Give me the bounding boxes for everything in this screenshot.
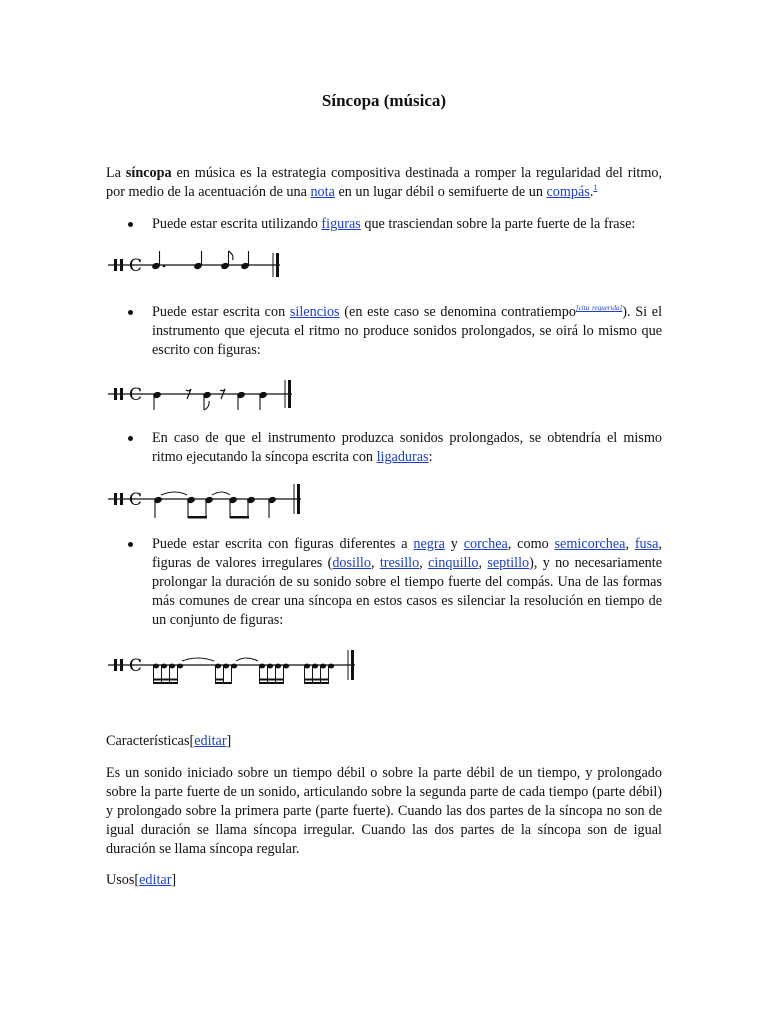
link-nota[interactable]: nota — [310, 184, 335, 200]
bullet4-text-3: , como — [507, 536, 555, 552]
bullet-dot — [128, 542, 133, 547]
list-item-figuras — [106, 215, 662, 234]
bullet4-text-5: , figuras de valores irregulares ( — [152, 536, 663, 571]
time-signature: C — [129, 385, 143, 405]
bullet4-text-7: , — [419, 555, 429, 571]
music-staff-rests — [108, 376, 294, 412]
section-heading-usos — [106, 871, 176, 890]
bullet-dot — [128, 222, 133, 227]
time-signature: C — [129, 490, 143, 510]
time-signature: C — [129, 656, 143, 676]
bullet4-text-1: Puede estar escrita con figuras diferentes a — [152, 536, 414, 552]
intro-text-4: . — [589, 184, 594, 200]
bullet2-text-1: Puede estar escrita con — [152, 304, 290, 320]
page-title: Síncopa (música) — [321, 91, 447, 110]
edit-link-caracteristicas[interactable]: editar — [194, 733, 227, 749]
bullet4-text-9: ), y no necesariamente prolongar la duración de su sonido sobre el tiempo fuerte del compás. Una de las formas más comunes de crear una síncopa en estos casos es silenciar la resolución en tiempo de un conjunto de figuras: — [152, 555, 663, 628]
intro-bold-term: síncopa — [125, 165, 172, 181]
link-fusa[interactable]: fusa — [634, 536, 659, 552]
list-item-figuras-diferentes — [106, 535, 662, 630]
intro-text-2: en música es la estrategia compositiva destinada a romper la regularidad del ritmo, por medio de la acentuación de una — [106, 165, 662, 200]
link-compas[interactable]: compás — [546, 184, 590, 200]
caracteristicas-paragraph: Es un sonido iniciado sobre un tiempo débil o sobre la parte débil de un tiempo, y prolongado sobre la parte fuerte de un sonido, articulando sobre la segunda parte de cada tiempo (parte débil) y prolongado sobre la primera parte (parte fuerte). Cuando las dos partes de la síncopa no son de igual duración se llama síncopa irregular. Cuando las dos partes de la síncopa son de igual duración se llama síncopa regular. — [106, 765, 662, 857]
intro-paragraph — [106, 164, 662, 202]
bracket-close: ] — [171, 872, 177, 888]
link-silencios[interactable]: silencios — [289, 304, 340, 320]
music-staff-semiquavers — [108, 648, 358, 688]
bullet-dot — [128, 436, 133, 441]
bullet2-text-2: (en este caso se denomina contratiempo — [339, 304, 576, 320]
section-label: Usos — [106, 872, 135, 888]
music-staff-figures — [108, 249, 283, 281]
bullet4-text-6: , — [370, 555, 380, 571]
link-negra[interactable]: negra — [413, 536, 445, 552]
intro-text-1: La — [106, 165, 126, 181]
bullet1-text-1: Puede estar escrita utilizando — [152, 216, 322, 232]
list-item-silencios — [106, 303, 662, 360]
link-ligaduras[interactable]: ligaduras — [376, 449, 429, 465]
bullet4-text-4: , — [625, 536, 635, 552]
bracket-open: [ — [134, 872, 140, 888]
link-tresillo[interactable]: tresillo — [379, 555, 420, 571]
intro-text-3: en un lugar débil o semifuerte de un — [334, 184, 547, 200]
link-corchea[interactable]: corchea — [463, 536, 508, 552]
bullet-dot — [128, 310, 133, 315]
time-signature: C — [129, 256, 143, 276]
bullet3-text-1: En caso de que el instrumento produzca sonidos prolongados, se obtendría el mismo ritmo ejecutando la síncopa escrita con — [152, 430, 662, 465]
link-dosillo[interactable]: dosillo — [332, 555, 371, 571]
link-semicorchea[interactable]: semicorchea — [554, 536, 626, 552]
music-staff-ties — [108, 482, 304, 522]
reference-link-1[interactable]: 1 — [593, 183, 598, 192]
bullet4-text-2: y — [444, 536, 464, 552]
section-heading-caracteristicas — [106, 732, 231, 751]
bracket-close: ] — [226, 733, 232, 749]
edit-link-usos[interactable]: editar — [139, 872, 172, 888]
bullet3-text-2: : — [428, 449, 433, 465]
link-septillo[interactable]: septillo — [487, 555, 530, 571]
list-item-ligaduras — [106, 429, 662, 467]
bullet4-text-8: , — [478, 555, 488, 571]
citation-needed-link[interactable]: [cita requerida] — [575, 304, 623, 312]
bullet1-text-2: que trasciendan sobre la parte fuerte de la frase: — [360, 216, 636, 232]
link-figuras[interactable]: figuras — [321, 216, 361, 232]
section-label: Características — [106, 733, 190, 749]
bracket-open: [ — [189, 733, 195, 749]
link-cinquillo[interactable]: cinquillo — [428, 555, 479, 571]
bullet2-text-3: ). Si el instrumento que ejecuta el ritmo no produce sonidos prolongados, se oirá lo mismo que escrito con figuras: — [152, 304, 663, 358]
